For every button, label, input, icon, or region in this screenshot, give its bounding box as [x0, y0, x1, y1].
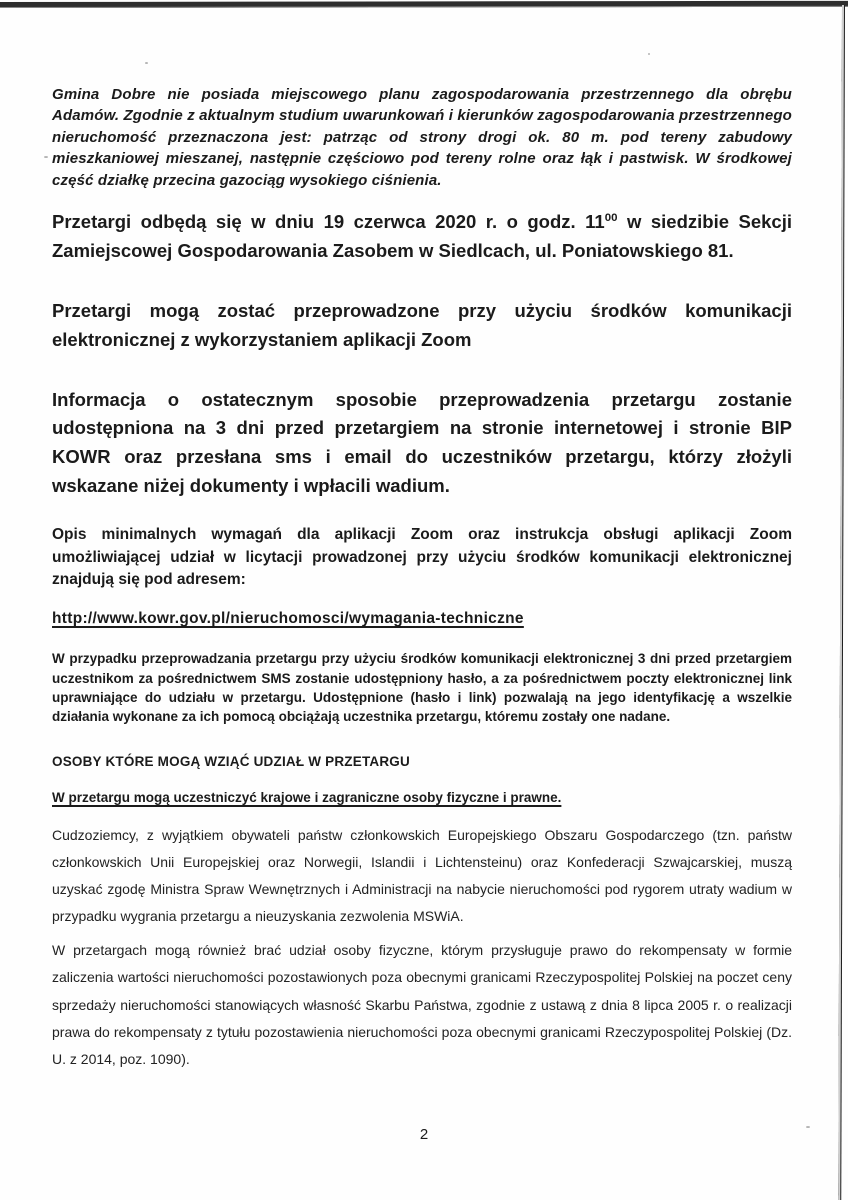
auction-time-superscript: 00 [604, 212, 618, 225]
scan-speck [648, 53, 650, 55]
compensation-paragraph: W przetargach mogą również brać udział osoby fizyczne, którym przysługuje prawo do rekompensaty w formie zaliczenia wartości nieruchomości pozostawionych poza obecnymi granicami Rzeczypospolitej Polskiej na poczet ceny sprzedaży nieruchomości stanowiących własność Skarbu Państwa, zgodnie z ustawą z dnia 8 lipca 2005 r. o realizacji prawa do rekompensaty z tytułu pozostawienia nieruchomości poza obecnymi granicami Rzeczypospolitej Polskiej (Dz. U. z 2014, poz. 1090). [52, 942, 792, 1067]
zoning-intro-paragraph: Gmina Dobre nie posiada miejscowego planu zagospodarowania przestrzennego dla obrębu Adamów. Zgodnie z aktualnym studium uwarunkowań i kierunków zagospodarowania przestrzennego nieruchomość przeznaczona jest: patrząc od strony drogi ok. 80 m. pod tereny zabudowy mieszkaniowej mieszanej, następnie częściowo pod tereny rolne oraz łąk i pastwisk. W środkowej część działkę przecina gazociąg wysokiego ciśnienia. [52, 86, 792, 189]
scan-speck [44, 156, 48, 158]
participants-statement: W przetargu mogą uczestniczyć krajowe i zagraniczne osoby fizyczne i prawne. [52, 789, 562, 805]
zoom-notice-paragraph: Przetargi mogą zostać przeprowadzone przy użyciu środków komunikacji elektronicznej z wykorzystaniem aplikacji Zoom [52, 299, 792, 350]
sms-procedure-paragraph: W przypadku przeprowadzania przetargu przy użyciu środków komunikacji elektronicznej 3 dni przed przetargiem uczestnikom za pośrednictwem SMS zostanie udostępniony hasło, a za pośrednictwem poczty elektronicznej link uprawniające do udziału w przetargu. Udostępnione (hasło i link) pozwalają na jego identyfikację a wszelkie działania wykonane za ich pomocą obciążają uczestnika przetargu, któremu zostały one nadane. [52, 651, 792, 725]
auction-location-text: w siedzibie Sekcji Zamiejscowej Gospodarowania Zasobem w Siedlcach, ul. Poniatowskiego 81. [52, 211, 792, 262]
auction-date-paragraph [52, 208, 792, 266]
auction-date-text: Przetargi odbędą się w dniu 19 czerwca 2020 r. o godz. 11 [52, 211, 605, 233]
info-notice-paragraph: Informacja o ostatecznym sposobie przeprowadzenia przetargu zostanie udostępniona na 3 dni przed przetargiem na stronie internetowej i stronie BIP KOWR oraz przesłana sms i email do uczestników przetargu, którzy złożyli wskazane niżej dokumenty i wpłacili wadium. [52, 388, 792, 497]
requirements-intro-paragraph: Opis minimalnych wymagań dla aplikacji Zoom oraz instrukcja obsługi aplikacji Zoom umożliwiającej udział w licytacji prowadzonej przy użyciu środków komunikacji elektronicznej znajdują się pod adresem: [52, 526, 792, 588]
scan-artifact-right-edge [838, 5, 845, 1200]
page-number: 2 [419, 1126, 429, 1143]
scan-speck [145, 62, 148, 64]
participants-heading: OSOBY KTÓRE MOGĄ WZIĄĆ UDZIAŁ W PRZETARGU [52, 753, 410, 769]
scan-artifact-top-edge [0, 1, 848, 8]
foreigners-paragraph: Cudzoziemcy, z wyjątkiem obywateli państw członkowskich Europejskiego Obszaru Gospodarczego (tzn. państw członkowskich Unii Europejskiej oraz Norwegii, Islandii i Lichtensteinu) oraz Konfederacji Szwajcarskiej, muszą uzyskać zgodę Ministra Spraw Wewnętrznych i Administracji na nabycie nieruchomości pod rygorem utraty wadium w przypadku wygrania przetargu a nieuzyskania zezwolenia MSWiA. [52, 826, 792, 925]
document-body [52, 84, 792, 1073]
requirements-link: http://www.kowr.gov.pl/nieruchomosci/wymagania-techniczne [52, 610, 524, 628]
